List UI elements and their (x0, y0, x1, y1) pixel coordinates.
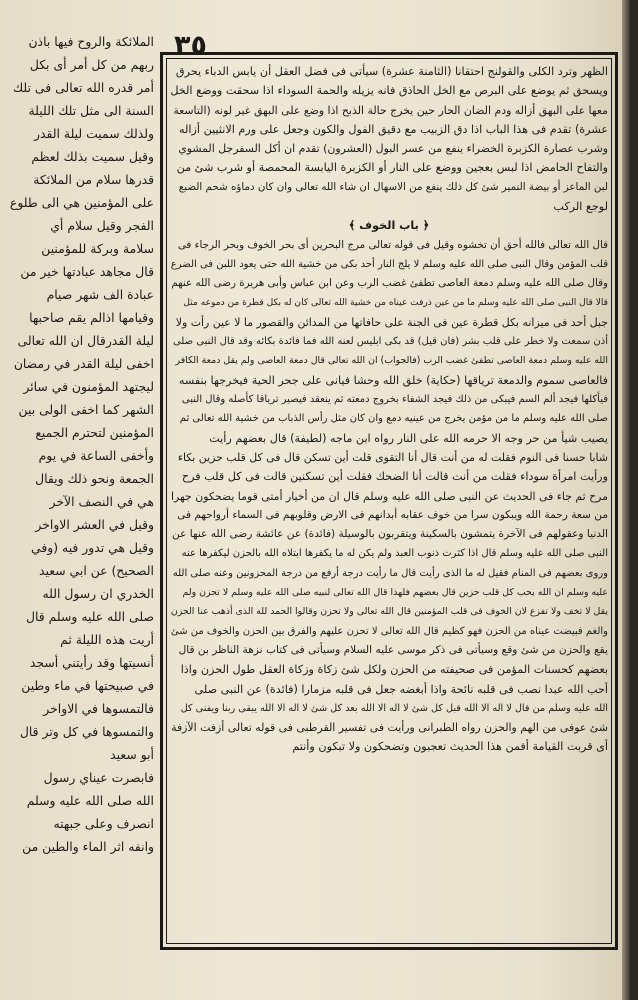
main-text-line: أذن سمعت ولا خطر على قلب بشر (فان قيل) قد بكى ابليس لعنه الله فما فائدة بكائه وقد قال النبى صلى (172, 336, 608, 348)
margin-text-line: قدرها سلام من الملائكة (33, 172, 154, 187)
main-text-line: لوجع الركب (553, 200, 608, 214)
margin-text-line: وقيل في العشر الاواخر (35, 517, 154, 532)
margin-text-line: الفجر وقيل سلام أي (50, 218, 154, 233)
margin-text-line: والتمسوها في كل وتر قال (19, 724, 154, 739)
main-text-line: الله عليه وسلم دمعة العاصى تطفئ غضب الرب (فالجواب) ان الله تعالى قال دمعة العاصى ولم يقل دمعة الكافر (175, 355, 608, 367)
page-edge (622, 0, 630, 1000)
margin-text-line: الله صلى الله عليه وسلم (26, 793, 154, 808)
margin-text-line: المؤمنين لتحترم الجميع (35, 425, 154, 440)
main-text-line: شئ عوفى من الهم والحزن رواه الطبرانى ورأيت فى تفسير القرطبى فى قوله تعالى أزفت الآزفة (171, 721, 608, 735)
margin-text-line: انصرف وعلى جبهته (53, 816, 154, 831)
margin-text-line: ليجتهد المؤمنون في سائر (23, 379, 154, 394)
margin-text-column (6, 30, 154, 960)
main-text-line: وروى بعضهم فى المنام فقيل له ما الذى رأيت قال ما رأيت درجة أرفع من درجة المحزونين وعنه صلى الله (172, 567, 608, 579)
margin-text-line: هي في النصف الآخر (49, 494, 154, 509)
main-text-line: والتفاح الحامض اذا لبس بعجين ووضع على النار أو الكزبرة اليابسة المحمصة أو شرب شئ من (176, 161, 608, 175)
main-text-line: لبن الماعز أو بيضة النمير شئ كل ذلك ينفع من الاسهال ان شاء الله تعالى وان كان دماؤه شحم الضبع (178, 180, 608, 193)
main-text-line: جبل أحد فى ميزانه بكل قطرة عين فى الجنة على حافاتها من المدائن والقصور ما لا عين رأت ولا (175, 315, 608, 329)
main-text-line: شابا حسنا فى النوم فقلت له من أنت قال أنا التقوى قلت أين تسكن قال فى كل قلب حزين بكاء (177, 450, 608, 464)
main-text-line: بعضهم كحسنات المؤمن فى صحيفته من الحزن ولكل شئ زكاة وزكاة العقل طول الحزن واذا (180, 663, 608, 677)
margin-text-line: الخدري ان رسول الله (42, 586, 154, 601)
main-text-column (170, 62, 608, 940)
margin-text-line: عبادة الف شهر صيام (46, 287, 154, 302)
main-text-line: من سعة رحمة الله ويبكون سرا من خوف عقابه أبدانهم فى الارض وقلوبهم فى السماء أرواحهم فى (177, 508, 608, 521)
main-text-line: فيأكلها فيجد ألم السم فيبكى من ذلك فيجد الشفاء بخروج دمعته ثم ينعقد فيصير ترياقا كأصله وقال النبى (181, 394, 608, 406)
margin-text-line: وأخفى الساعة في يوم (38, 448, 154, 463)
main-text-line: معها على البهق أزاله ودم الضان الحار حين يخرج حالة الذبح اذا وضع على البهق غير لونه (التاسعة (173, 103, 608, 117)
margin-text-line: السنة الى مثل تلك الليلة (28, 103, 154, 118)
main-text-line: قال الله تعالى فالله أحق أن تخشوه وقيل فى قوله تعالى مرج البحرين أى بحر الخوف وبحر الرجاء فى (177, 238, 608, 251)
margin-text-line: اخفى ليلة القدر في رمضان (13, 356, 154, 371)
margin-text-line: سلامة وبركة للمؤمنين (41, 241, 154, 256)
main-text-line: الدنيا وعقولهم فى الآخرة يتمشون بالسكينة ويتقربون بالوسيلة (فائدة) عن عائشة رضى الله عنها عن (172, 528, 608, 541)
main-text-line: يصيب شيأ من حر وجه الا حرمه الله على النار رواه ابن ماجه (لطيفة) قال بعضهم رأيت (209, 431, 608, 445)
margin-text-line: وقيل هي تدور فيه (وفي (31, 540, 154, 555)
margin-text-line: أمر قدره الله تعالى فى تلك (12, 80, 154, 95)
main-text-line: الظهر وترد الكلى والقولنج احتقانا (الثامنة عشرة) سيأتى فى فضل العقل أن يابس الدباء يحرق (175, 65, 608, 78)
main-text-line: صلى الله عليه وسلم ما من مؤمن يخرج من عينيه دمع وان كان مثل رأس الذباب من خشية الله تعالى ثم (179, 413, 608, 425)
main-text-line: عليه وسلم ان الله يحب كل قلب حزين قال بعضهم فلهذا قال الله تعالى لنبيه صلى الله عليه وسلم لا تحزن ولم (182, 587, 608, 599)
main-text-line: وشرب عصارة الكزبرة الخضراء ينفع من عسر البول (العشرون) تقدم ان أكل السفرجل المشوي (178, 142, 608, 156)
margin-text-line: الملائكة والروح فيها باذن (28, 34, 154, 49)
margin-text-line: وانفه اثر الماء والطين من (22, 839, 154, 854)
main-text-line: قلب المؤمن وقال النبى صلى الله عليه وسلم لا يلج النار أحد بكى من خشية الله حتى يعود اللبن فى الضرع (170, 258, 608, 270)
margin-text-line: صلى الله عليه وسلم قال (26, 609, 154, 624)
main-text-line: قالا قال النبى صلى الله عليه وسلم ما من عين ذرفت عيناه من خشية الله تعالى كان له بكل قطرة من دموعه مثل (183, 297, 608, 308)
margin-text-line: الصحيح) عن ابي سعيد (39, 563, 154, 578)
main-text-line: يقل لا تخف ولا تفزع لان الخوف فى قلب المؤمنين قال الله تعالى ولا تحزن وقالوا الحمد لله الذى أذهب عنا الحزن (170, 606, 608, 618)
margin-text-line: أبو سعيد (110, 747, 154, 762)
page-number: ٣٥ (174, 30, 207, 61)
margin-text-line: في صبيحتها في ماء وطين (21, 678, 154, 693)
main-text-line: والغم فبيضت عيناه من الحزن فهو كظيم قال الله تعالى لا تحزن عليهم والفرق بين الحزن والخوف من شئ (170, 625, 608, 637)
main-text-line: أى قربت القيامة أفمن هذا الحديث تعجبون وتضحكون ولا تبكون وأنتم (292, 740, 608, 754)
main-text-line: النبى صلى الله عليه وسلم قال اذا كثرت ذنوب العبد ولم يكن له ما يكفرها ابتلاه الله بالحزن ليكفرها عنه (181, 548, 608, 560)
margin-text-line: على المؤمنين هي الى طلوع (9, 195, 154, 210)
margin-text-line: الجمعة ونحو ذلك ويقال (35, 471, 154, 486)
main-text-line: ورأيت امرأة سوداء فقلت من أنت قالت أنا الضحك فقلت أين تسكنين قالت فى كل قلب فرح (181, 470, 608, 484)
margin-text-line: أنسيتها وقد رأيتني أسجد (29, 655, 154, 670)
main-text-line: عشرة) تقدم فى هذا الباب اذا دق الزبيب مع دقيق الفول والكون وجعل على ورم الانثيين أزاله (179, 122, 608, 136)
margin-text-line: ولذلك سميت ليلة القدر (34, 126, 154, 141)
margin-text-line: وقيامها اذالم يقم صاحبها (29, 310, 154, 325)
margin-text-line: فابصرت عيناي رسول (43, 770, 154, 785)
margin-text-line: قال مجاهد عبادتها خير من (20, 264, 154, 279)
margin-text-line: الشهر كما اخفى الولى بين (18, 402, 154, 417)
main-text-line: وقال صلى الله عليه وسلم دمعة العاصى تطفئ غضب الرب وعن ابن عباس وأبى هريرة رضى الله عنهم (171, 277, 608, 290)
margin-text-line: فالتمسوها في الاواخر (43, 701, 154, 716)
margin-text-line: وقيل سميت بذلك لعظم (31, 149, 154, 164)
margin-text-line: أريت هذه الليلة ثم (60, 632, 154, 647)
main-text-line: فالعاصى سموم والدمعة ترياقها (حكاية) خلق الله وحشا فيانى على جحر الحية فيخرجها بنفسه (178, 373, 608, 387)
main-text-line: أحب الله عبدا نصب فى قلبه نائحة واذا أبغضه جعل فى قلبه مزمارا (فائدة) عن النبى صلى (194, 682, 608, 696)
main-text-line: يقع والحزن من شئ وقع وسيأتى فى ذكر موسى عليه السلام وسيأتى فى كتاب نزهة الناظر بن قال (178, 643, 608, 656)
main-text-line: ويسحق ثم يوضع على البرص مع الخل الحاذق فانه يزيله والحمة السوداء اذا سحقت ووضع الخل (170, 84, 608, 98)
main-text-line: مرح ثم جاء فى الحديث عن النبى صلى الله عليه وسلم قال ان من أخيار أمتى قوما يضحكون جهرا (170, 489, 608, 503)
main-text-line: الله عليه وسلم من قال لا اله الا الله قبل كل شئ لا اله الا الله بعد كل شئ لا اله الا الله يبقى ربنا ويفنى كل (180, 702, 608, 714)
margin-text-line: ليلة القدرقال ان الله تعالى (17, 333, 154, 348)
main-text-line: ﴿ باب الخوف ﴾ (348, 219, 430, 233)
margin-text-line: ربهم من كل أمر أى بكل (29, 57, 154, 72)
